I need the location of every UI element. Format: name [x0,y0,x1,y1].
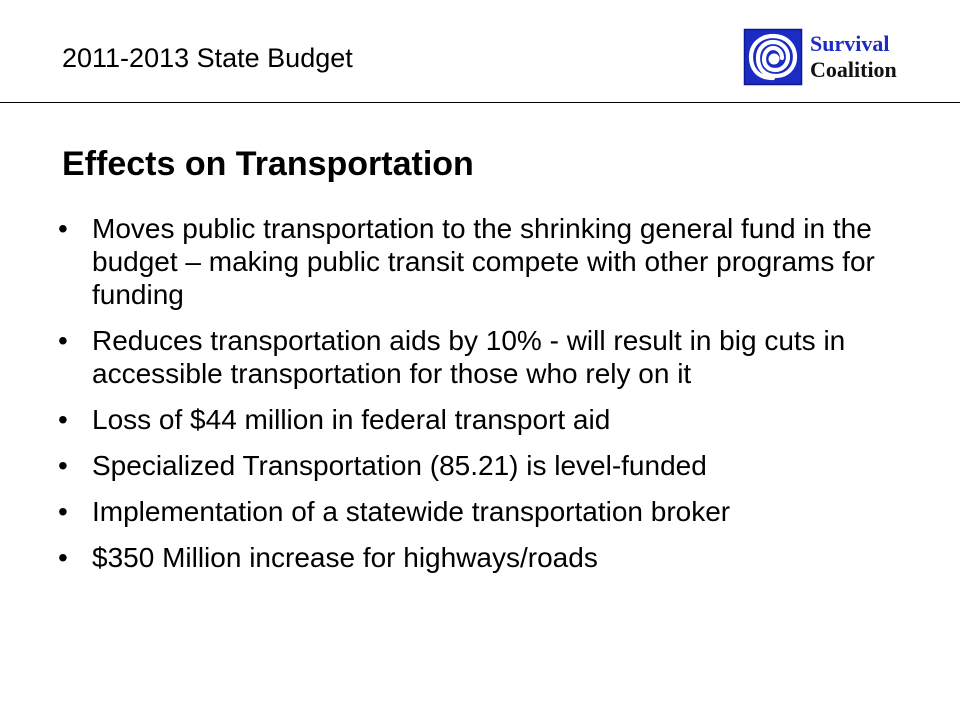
logo-text-coalition: Coalition [810,57,897,82]
bullet-item [56,495,896,528]
bullet-glyph: • [58,496,68,527]
header-divider [0,102,960,103]
bullet-item [56,541,896,574]
bullet-item [56,449,896,482]
bullet-text: Moves public transportation to the shrinking general fund in the budget – making public transit compete with other programs for funding [92,213,875,310]
bullet-glyph: • [58,404,68,435]
bullet-text: $350 Million increase for highways/roads [92,542,598,573]
logo-text-survival: Survival [810,31,890,56]
bullet-text: Reduces transportation aids by 10% - will result in big cuts in accessible transportation for those who rely on it [92,325,846,389]
bullet-list [56,212,896,587]
survival-coalition-logo [743,28,908,86]
bullet-text: Implementation of a statewide transportation broker [92,496,731,527]
spiral-logo-icon [743,28,803,86]
bullet-text: Loss of $44 million in federal transport aid [92,404,611,435]
bullet-item [56,212,896,311]
bullet-glyph: • [58,325,68,356]
header-title: 2011-2013 State Budget [62,43,353,73]
bullet-glyph: • [58,213,68,244]
bullet-glyph: • [58,542,68,573]
slide-title: Effects on Transportation [62,145,474,183]
bullet-text: Specialized Transportation (85.21) is level-funded [92,450,707,481]
bullet-item [56,403,896,436]
bullet-glyph: • [58,450,68,481]
bullet-item [56,324,896,390]
